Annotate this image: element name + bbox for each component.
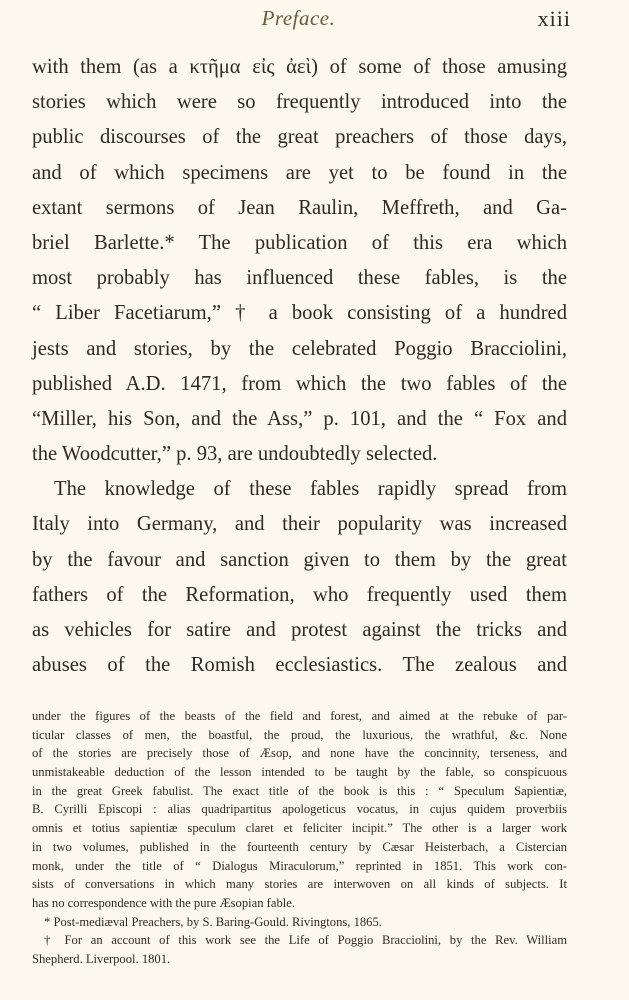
body-line: as vehicles for satire and protest against the tricks and (32, 619, 567, 641)
body-line: by the favour and sanction given to them by the great (32, 548, 567, 571)
body-line: and of which specimens are yet to be found in the (32, 161, 567, 184)
footnote-line: B. Cyrilli Episcopi : alias quadripartitus apologeticus vocatus, in cujus quidem proverbiis (32, 802, 567, 817)
body-line: jests and stories, by the celebrated Poggio Bracciolini, (32, 337, 567, 360)
running-head (32, 6, 571, 36)
footnote-line: under the figures of the beasts of the field and forest, and aimed at the rebuke of par- (32, 709, 567, 723)
body-line: “Miller, his Son, and the Ass,” p. 101, and the “ Fox and (32, 407, 567, 430)
body-line: most probably has influenced these fables, is the (32, 267, 567, 290)
footnote-line: omnis et totius sapientiæ speculum claret et feliciter incipit.” The other is a larger work (32, 821, 567, 836)
body-line: briel Barlette.* The publication of this era which (32, 231, 567, 254)
page-number: xiii (537, 6, 571, 31)
body-line: extant sermons of Jean Raulin, Meffreth, and Ga- (32, 196, 567, 219)
footnote-line: in two volumes, published in the fourteenth century by Cæsar Heisterbach, a Cistercian (32, 839, 567, 854)
footnote-line: in the great Greek fabulist. The exact title of the book is this : “ Speculum Sapientiæ, (32, 783, 567, 798)
body-line: abuses of the Romish ecclesiastics. The zealous and (32, 654, 567, 677)
body-line: public discourses of the great preachers of those days, (32, 126, 567, 149)
body-line: Italy into Germany, and their popularity was increased (32, 513, 567, 536)
footnote-line: of the stories are precisely those of Æsop, and none have the concinnity, terseness, and (32, 746, 567, 761)
body-line: “ Liber Facetiarum,” † a book consisting of a hundred (32, 302, 567, 325)
footnotes (32, 707, 567, 969)
body-line: stories which were so frequently introduced into the (32, 91, 567, 114)
footnote-line: has no correspondence with the pure Æsopian fable. (32, 895, 295, 910)
footnote-asterisk: * Post-mediæval Preachers, by S. Baring-Gould. Rivingtons, 1865. (44, 914, 382, 929)
footnote-line: unmistakeable deduction of the lesson intended to be taught by the fable, so conspicuous (32, 765, 567, 780)
body-text (32, 50, 567, 683)
body-line: with them (as a κτῆμα εἰς ἀεὶ) of some of those amusing (32, 56, 567, 78)
footnote-line: Shepherd. Liverpool. 1801. (32, 951, 171, 966)
footnote-line: sists of conversations in which many stories are interwoven on all kinds of subjects. It (32, 877, 567, 892)
footnote-line: monk, under the title of “ Dialogus Miraculorum,” reprinted in 1851. This work con- (32, 858, 567, 873)
body-line: The knowledge of these fables rapidly spread from (54, 478, 567, 501)
body-line: fathers of the Reformation, who frequently used them (32, 583, 567, 606)
footnote-line: ticular classes of men, the boastful, the proud, the luxurious, the wrathful, &c. None (32, 727, 567, 742)
body-line: the Woodcutter,” p. 93, are undoubtedly selected. (32, 443, 438, 466)
body-line: published A.D. 1471, from which the two fables of the (32, 372, 567, 395)
running-title: Preface. (261, 6, 336, 30)
footnote-dagger: † For an account of this work see the Life of Poggio Bracciolini, by the Rev. William (44, 933, 567, 948)
